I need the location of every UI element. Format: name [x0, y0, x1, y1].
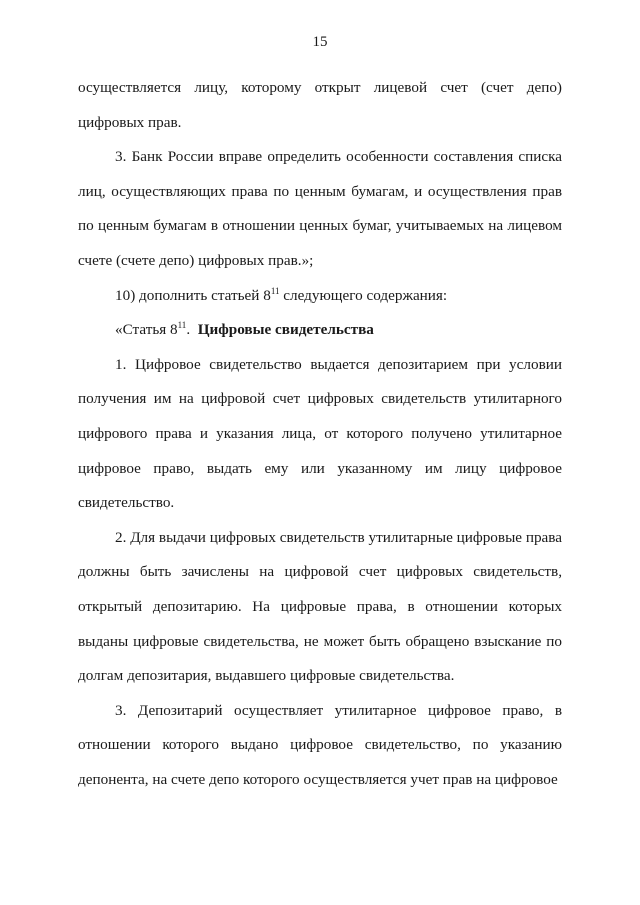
article-heading-superscript: 11: [177, 320, 187, 331]
article-heading-dot: .: [186, 321, 191, 339]
paragraph-article-item-3: 3. Депозитарий осуществляет утилитарное цифровое право, в отношении которого выдано цифровое свидетельство, по указанию депонента, на счете депо которого осуществляется учет прав на цифровое: [78, 701, 562, 788]
paragraph-amendment-10: [78, 279, 562, 314]
paragraph-continuation: осуществляется лицу, которому открыт лицевой счет (счет депо) цифровых прав.: [78, 79, 562, 131]
article-heading-prefix: «Статья 8: [115, 321, 178, 339]
article-heading: [78, 313, 562, 348]
document-body: [78, 71, 562, 797]
article-heading-title: Цифровые свидетельства: [197, 321, 374, 339]
page-number: 15: [312, 34, 328, 50]
amendment-text-end: следующего содержания:: [279, 286, 448, 304]
paragraph-item-3-bank-russia: 3. Банк России вправе определить особенности составления списка лиц, осуществляющих права по ценным бумагам, и осуществления прав по ценным бумагам в отношении ценных бумаг, учитываемых на лицевом счете (счете депо) цифровых прав.»;: [78, 148, 562, 269]
amendment-text-start: 10) дополнить статьей 8: [115, 286, 271, 304]
amendment-superscript: 11: [270, 285, 280, 296]
paragraph-article-item-2: 2. Для выдачи цифровых свидетельств утилитарные цифровые права должны быть зачислены на цифровой счет цифровых свидетельств, открытый депозитарию. На цифровые права, в отношении которых выданы цифровые свидетельства, не может быть обращено взыскание по долгам депозитария, выдавшего цифровые свидетельства.: [78, 528, 562, 685]
paragraph-article-item-1: 1. Цифровое свидетельство выдается депозитарием при условии получения им на цифровой счет цифровых свидетельств утилитарного цифрового права и указания лица, от которого получено утилитарное цифровое право, выдать ему или указанному им лицу цифровое свидетельство.: [78, 355, 562, 512]
